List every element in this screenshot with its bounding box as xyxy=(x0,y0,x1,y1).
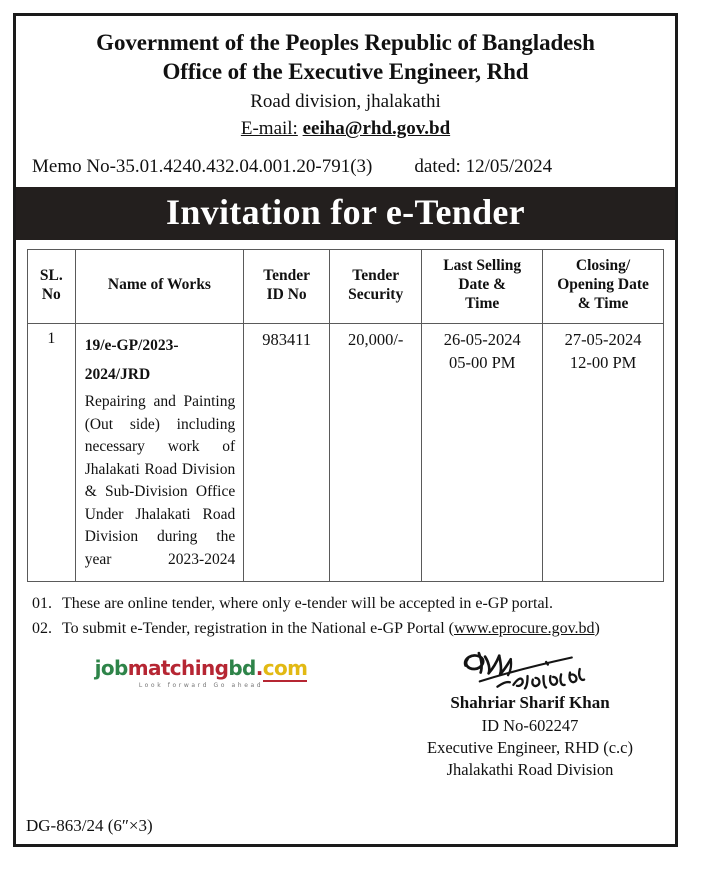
email-line xyxy=(30,116,661,143)
column-header-close-line3: & Time xyxy=(577,295,629,313)
column-header-last-selling xyxy=(422,250,543,324)
works-description: Repairing and Painting (Out side) including necessary work of Jhalakati Road Division & Sub-Division Office Under Jhalakati Road Division during the year 2023-2024 xyxy=(84,393,236,568)
eprocure-portal-link[interactable]: www.eprocure.gov.bd xyxy=(453,619,595,637)
note-number: 01. xyxy=(32,595,52,613)
column-header-last-line2: Date & xyxy=(458,276,507,294)
cell-last-selling xyxy=(422,324,543,582)
note-text: These are online tender, where only e-tender will be accepted in e-GP portal. xyxy=(62,595,553,613)
column-header-tender-security xyxy=(330,250,422,324)
closing-date: 27-05-2024 xyxy=(564,330,642,350)
column-header-sl-no xyxy=(28,250,76,324)
list-item xyxy=(32,617,662,642)
column-header-id-line2: ID No xyxy=(266,285,307,303)
notes-list xyxy=(16,582,675,642)
brand-tagline: Look forward Go ahead xyxy=(138,681,264,689)
tender-table-container xyxy=(16,240,675,582)
signatory-id: ID No-602247 xyxy=(481,715,579,735)
works-reference-number: 19/e-GP/2023-2024/JRD xyxy=(84,337,179,383)
last-selling-time: 05-00 PM xyxy=(448,353,516,373)
note-text-suffix: ) xyxy=(594,619,600,637)
organization-name-line-2: Office of the Executive Engineer, Rhd xyxy=(162,59,529,85)
column-header-close-line2: Opening Date xyxy=(557,276,649,294)
column-header-last-line1: Last Selling xyxy=(443,257,522,275)
column-header-last-line3: Time xyxy=(465,295,500,313)
tender-table xyxy=(27,249,664,582)
brand-part-match: match xyxy=(127,655,195,680)
page-title: Invitation for e-Tender xyxy=(16,187,675,240)
document-code: DG-863/24 (6″×3) xyxy=(26,816,153,835)
last-selling-date: 26-05-2024 xyxy=(443,330,521,350)
closing-time: 12-00 PM xyxy=(569,353,637,373)
note-text xyxy=(62,617,662,642)
tender-notice-page xyxy=(13,13,678,847)
memo-row xyxy=(16,149,675,187)
column-header-security-line1: Tender xyxy=(352,266,400,284)
email-label: E-mail: xyxy=(240,118,298,140)
cell-tender-id: 983411 xyxy=(244,324,330,582)
memo-number: Memo No-35.01.4240.432.04.001.20-791(3) xyxy=(32,156,373,178)
table-row xyxy=(28,324,664,582)
brand-wordmark xyxy=(91,655,311,680)
organization-name-line-1: Government of the Peoples Republic of Bangladesh xyxy=(96,30,595,55)
document-header xyxy=(16,16,675,149)
signature-block xyxy=(394,646,666,782)
column-header-closing-opening xyxy=(543,250,664,324)
cell-name-of-works xyxy=(75,324,244,582)
cell-sl-no: 1 xyxy=(28,324,76,582)
table-header xyxy=(28,250,664,324)
table-body xyxy=(28,324,664,582)
document-footer xyxy=(16,642,675,844)
column-header-name-of-works: Name of Works xyxy=(75,250,244,324)
handwritten-signature-icon xyxy=(455,646,605,692)
email-address[interactable]: eeiha@rhd.gov.bd xyxy=(302,118,451,140)
column-header-close-line1: Closing/ xyxy=(575,257,631,275)
brand-part-dot: . xyxy=(255,655,263,680)
signatory-office: Jhalakathi Road Division xyxy=(446,760,614,780)
brand-part-bd: bd xyxy=(228,655,256,680)
signatory-designation: Executive Engineer, RHD (c.c) xyxy=(427,737,633,757)
note-number: 02. xyxy=(32,619,52,637)
memo-date: dated: 12/05/2024 xyxy=(414,156,553,178)
cell-closing-opening xyxy=(543,324,664,582)
column-header-sl-line2: No xyxy=(41,285,61,303)
column-header-security-line2: Security xyxy=(348,285,404,303)
column-header-id-line1: Tender xyxy=(263,266,311,284)
column-header-sl-line1: SL. xyxy=(39,266,63,284)
brand-part-com: com xyxy=(262,655,308,680)
signatory-name: Shahriar Sharif Khan xyxy=(450,692,610,712)
list-item xyxy=(32,592,662,617)
table-header-row xyxy=(28,250,664,324)
organization-address: Road division, jhalakathi xyxy=(250,90,441,112)
cell-tender-security: 20,000/- xyxy=(330,324,422,582)
note-text-prefix: To submit e-Tender, registration in the National e-GP Portal ( xyxy=(62,619,454,637)
brand-part-job: job xyxy=(94,655,128,680)
jobmatchingbd-logo xyxy=(91,655,311,689)
brand-part-ing: ing xyxy=(194,655,229,680)
column-header-tender-id xyxy=(244,250,330,324)
